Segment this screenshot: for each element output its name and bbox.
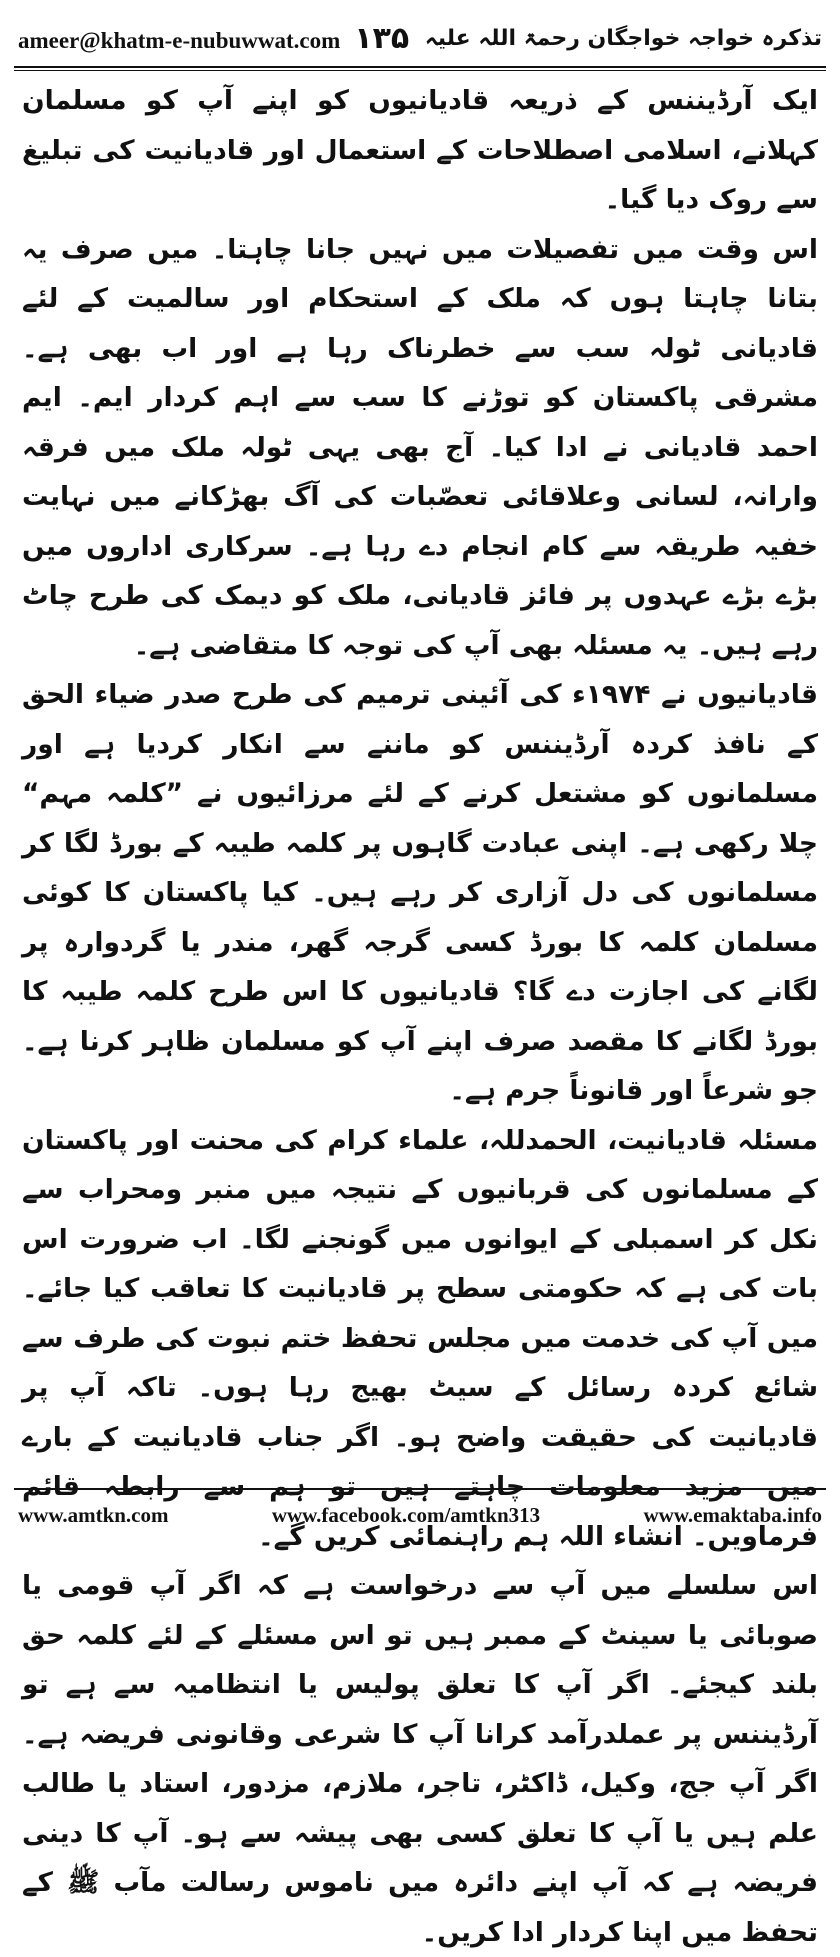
page-number: ۱۳۵	[354, 20, 410, 56]
footer-link-left[interactable]: www.amtkn.com	[18, 1502, 169, 1527]
paragraph-3: قادیانیوں نے ۱۹۷۴ء کی آئینی ترمیم کی طرح صدر ضیاء الحق کے نافذ کردہ آرڈیننس کو ماننے سے انکار کردیا ہے اور مسلمانوں کو مشتعل کرنے کے لئے مرزائیوں نے ”کلمہ مہم“ چلا رکھی ہے۔ اپنی عبادت گاہوں پر کلمہ طیبہ کے بورڈ لگا کر مسلمانوں کی دل آزاری کر رہے ہیں۔ کیا پاکستان کا کوئی مسلمان کلمہ کا بورڈ کسی گرجہ گھر، مندر یا گردوارہ پر لگانے کی اجازت دے گا؟ قادیانیوں کا اس طرح کلمہ طیبہ کا بورڈ لگانے کا مقصد صرف اپنے آپ کو مسلمان ظاہر کرنا ہے۔ جو شرعاً اور قانوناً جرم ہے۔	[22, 679, 819, 1106]
header-left	[18, 21, 409, 56]
paragraph-5: اس سلسلے میں آپ سے درخواست ہے کہ اگر آپ قومی یا صوبائی یا سینٹ کے ممبر ہیں تو اس مسئلے کے لئے کلمہ حق بلند کیجئے۔ اگر آپ کا تعلق پولیس یا انتظامیہ سے ہے تو آرڈیننس پر عملدرآمد کرانا آپ کا شرعی وقانونی فریضہ ہے۔ اگر آپ جج، وکیل، ڈاکٹر، تاجر، ملازم، مزدور، استاد یا طالب علم ہیں یا آپ کا تعلق کسی بھی پیشہ سے ہو۔ آپ کا دینی فریضہ ہے کہ آپ اپنے دائرہ میں ناموس رسالت مآب ﷺ کے تحفظ میں اپنا کردار ادا کریں۔	[22, 1570, 818, 1948]
page-header	[18, 14, 822, 62]
footer-rule	[14, 1488, 826, 1490]
footer-link-center[interactable]: www.facebook.com/amtkn313	[271, 1502, 541, 1527]
footer-link-right[interactable]: www.emaktaba.info	[643, 1502, 822, 1527]
paragraph-4: مسئلہ قادیانیت، الحمدللہ، علماء کرام کی محنت اور پاکستان کے مسلمانوں کی قربانیوں کے نتیجہ میں منبر ومحراب سے نکل کر اسمبلی کے ایوانوں میں گونجنے لگا۔ اب ضرورت اس بات کی ہے کہ حکومتی سطح پر قادیانیت کا تعاقب کیا جائے۔ میں آپ کی خدمت میں مجلس تحفظ ختم نبوت کی طرف سے شائع کردہ رسائل کے سیٹ بھیج رہا ہوں۔ تاکہ آپ پر قادیانیت کی حقیقت واضح ہو۔ اگر جناب قادیانیت کے بارے میں مزید معلومات چاہتے ہیں تو ہم سے رابطہ قائم فرماویں۔ انشاء اللہ ہم راہنمائی کریں گے۔	[22, 1124, 818, 1552]
paragraph-1: ایک آرڈیننس کے ذریعہ قادیانیوں کو اپنے آپ کو مسلمان کہلانے، اسلامی اصطلاحات کے استعمال اور قادیانیت کی تبلیغ سے روک دیا گیا۔	[22, 85, 818, 215]
header-email: ameer@khatm-e-nubuwwat.com	[18, 27, 341, 53]
book-title: تذکرہ خواجہ خواجگان رحمۃ اللہ علیہ	[424, 25, 822, 51]
header-rule	[14, 66, 826, 71]
paragraph-2: اس وقت میں تفصیلات میں نہیں جانا چاہتا۔ میں صرف یہ بتانا چاہتا ہوں کہ ملک کے استحکام اور سالمیت کے لئے قادیانی ٹولہ سب سے خطرناک رہا ہے اور اب بھی ہے۔ مشرقی پاکستان کو توڑنے کا سب سے اہم کردار ایم۔ ایم احمد قادیانی نے ادا کیا۔ آج بھی یہی ٹولہ ملک میں فرقہ وارانہ، لسانی وعلاقائی تعصّبات کی آگ بھڑکانے میں نہایت خفیہ طریقہ سے کام انجام دے رہا ہے۔ سرکاری اداروں میں بڑے بڑے عہدوں پر فائز قادیانی، ملک کو دیمک کی طرح چاٹ رہے ہیں۔ یہ مسئلہ بھی آپ کی توجہ کا متقاضی ہے۔	[22, 233, 818, 661]
page-footer	[18, 1500, 822, 1530]
